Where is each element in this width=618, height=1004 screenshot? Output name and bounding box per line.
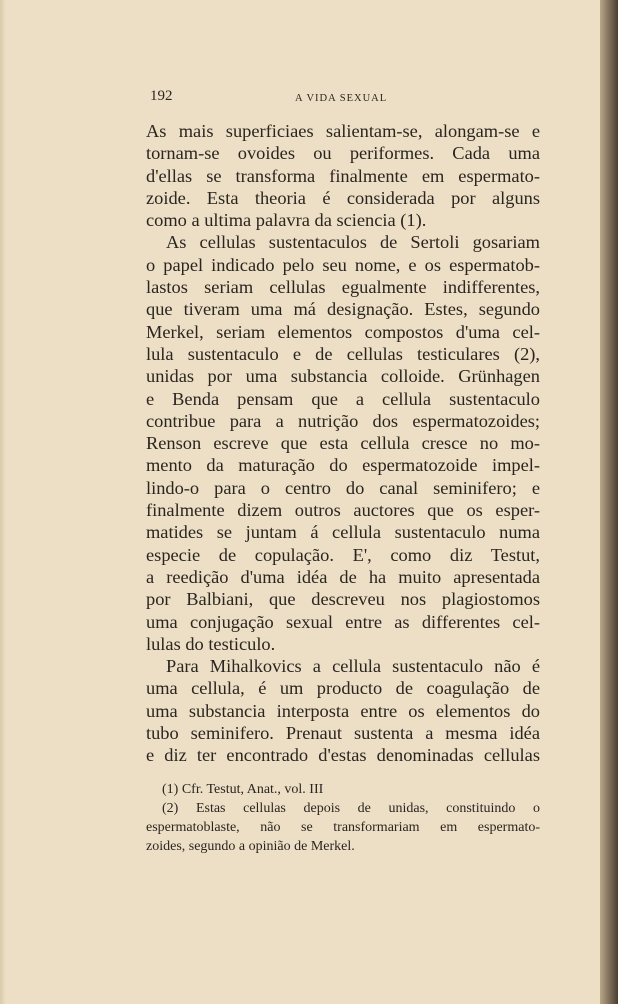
text-line: contribue para a nutrição dos espermatozoides; (146, 410, 540, 431)
text-line: Renson escreve que esta cellula cresce no mo- (146, 433, 540, 454)
text-line: e Benda pensam que a cellula sustentaculo (146, 388, 540, 409)
text-line: unidas por uma substancia colloide. Grünhagen (146, 366, 540, 387)
page-edge (0, 0, 6, 1004)
text-line: tornam-se ovoides ou periformes. Cada uma (146, 143, 540, 164)
text-line: lula sustentaculo e de cellulas testiculares (2), (146, 343, 540, 364)
text-line: As mais superficiaes salientam-se, alongam-se e (146, 121, 540, 141)
footnote-line: (2) Estas cellulas depois de unidas, constituindo o (162, 801, 540, 816)
text-line: e diz ter encontrado d'estas denominadas cellulas (146, 745, 540, 766)
text-line: tubo seminifero. Prenaut sustenta a mesma idéa (146, 723, 540, 744)
footnote-line: (1) Cfr. Testut, Anat., vol. III (162, 782, 324, 797)
text-line: o papel indicado pelo seu nome, e os espermatob- (146, 254, 540, 275)
body-text (146, 120, 540, 767)
text-line: que tiveram uma má designação. Estes, segundo (146, 299, 540, 320)
text-line: uma cellula, é um producto de coagulação de (146, 678, 540, 699)
text-line: lulas do testiculo. (146, 633, 276, 654)
text-line: matides se juntam á cellula sustentaculo numa (146, 522, 540, 543)
text-line: como a ultima palavra da sciencia (1). (146, 210, 427, 231)
text-line: mento da maturação do espermatozoide impel- (146, 455, 540, 476)
text-line: Merkel, seriam elementos compostos d'uma cel- (146, 321, 540, 342)
text-line: d'ellas se transforma finalmente em espermato- (146, 165, 540, 186)
text-line: uma conjugação sexual entre as differentes cel- (146, 611, 540, 632)
book-spine-shadow (600, 0, 618, 1004)
footnote-line: espermatoblaste, não se transformariam em espermato- (146, 820, 540, 835)
running-head: A VIDA SEXUAL (295, 93, 388, 104)
text-line: finalmente dizem outros auctores que os esper- (146, 500, 540, 521)
text-line: especie de copulação. E', como diz Testut, (146, 544, 540, 565)
text-line: zoide. Esta theoria é considerada por alguns (146, 187, 540, 208)
text-line: lastos seriam cellulas egualmente indifferentes, (146, 277, 540, 298)
page-number: 192 (150, 88, 173, 104)
text-line: lindo-o para o centro do canal seminifero; e (146, 477, 540, 498)
text-line: uma substancia interposta entre os elementos do (146, 700, 540, 721)
footnotes (146, 780, 540, 856)
text-line: Para Mihalkovics a cellula sustentaculo não é (166, 656, 540, 677)
footnote-line: zoides, segundo a opinião de Merkel. (146, 839, 355, 854)
text-line: As cellulas sustentaculos de Sertoli gosariam (166, 232, 540, 253)
text-line: a reedição d'uma idéa de ha muito apresentada (146, 566, 540, 587)
text-line: por Balbiani, que descreveu nos plagiostomos (146, 589, 540, 610)
